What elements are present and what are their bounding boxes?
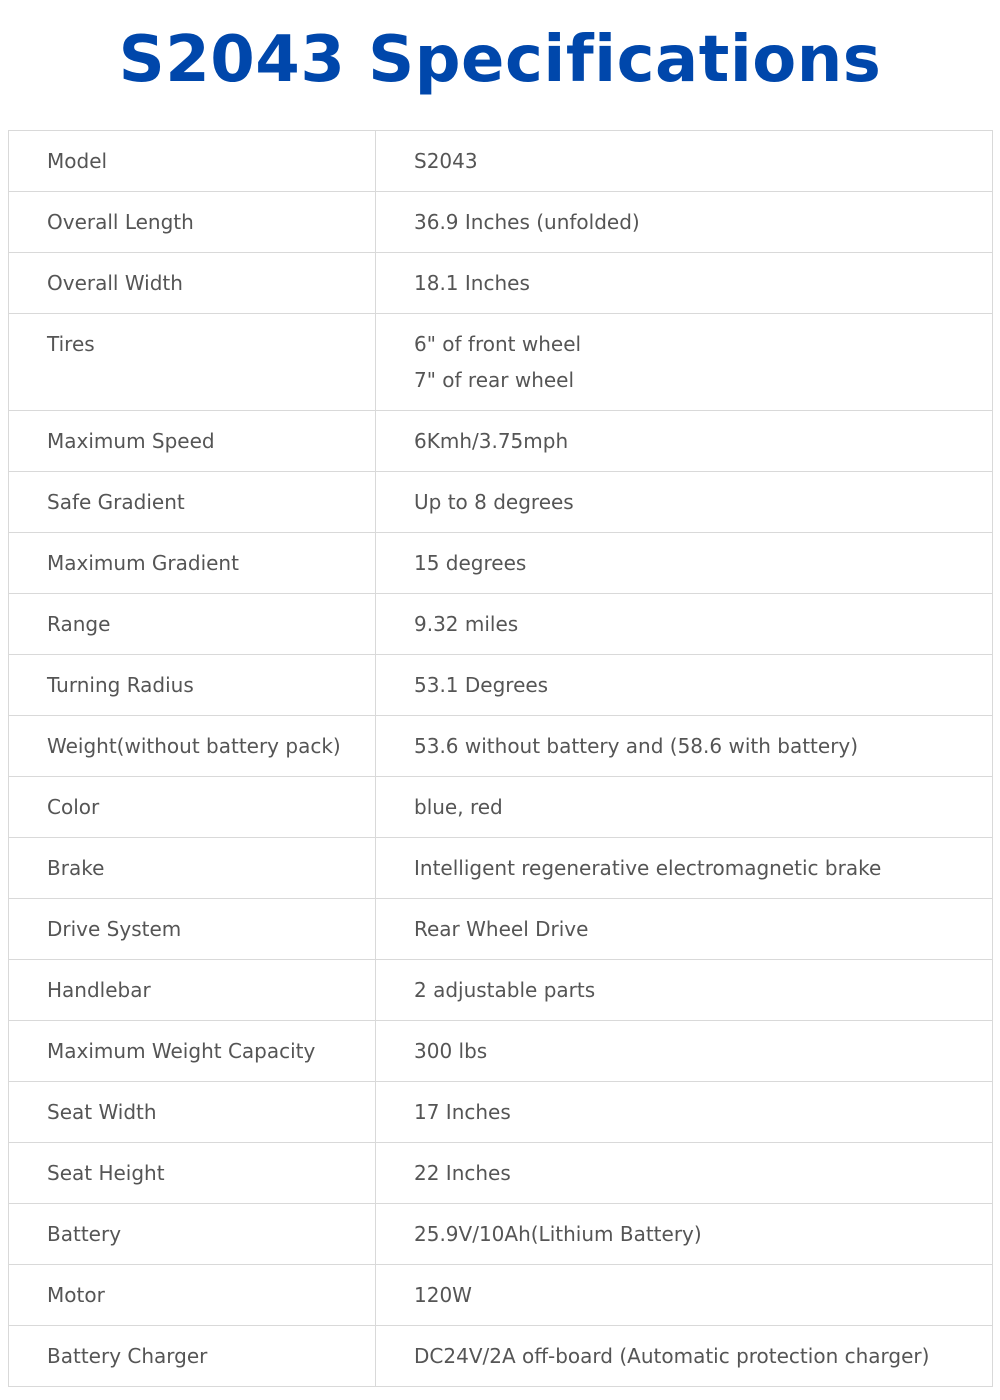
spec-value <box>376 838 993 899</box>
table-row <box>9 716 993 777</box>
table-row <box>9 1021 993 1082</box>
spec-label: Maximum Weight Capacity <box>9 1021 376 1082</box>
table-row <box>9 777 993 838</box>
spec-label: Range <box>9 594 376 655</box>
spec-value-line: 6Kmh/3.75mph <box>414 429 569 453</box>
spec-value-line: 22 Inches <box>414 1161 511 1185</box>
spec-value-line: 53.1 Degrees <box>414 673 549 697</box>
spec-value-line: 18.1 Inches <box>414 271 530 295</box>
spec-value-line: DC24V/2A off-board (Automatic protection charger) <box>414 1344 930 1368</box>
spec-value-line: 25.9V/10Ah(Lithium Battery) <box>414 1222 702 1246</box>
spec-label: Maximum Gradient <box>9 533 376 594</box>
spec-value <box>376 192 993 253</box>
table-row <box>9 1082 993 1143</box>
spec-value-line: blue, red <box>414 795 503 819</box>
spec-label: Brake <box>9 838 376 899</box>
table-row <box>9 131 993 192</box>
spec-value <box>376 533 993 594</box>
spec-value <box>376 472 993 533</box>
table-row <box>9 960 993 1021</box>
spec-label: Battery <box>9 1204 376 1265</box>
spec-value <box>376 1143 993 1204</box>
spec-value-line: 300 lbs <box>414 1039 488 1063</box>
spec-value-line: S2043 <box>414 149 478 173</box>
table-row <box>9 899 993 960</box>
spec-value-line: Up to 8 degrees <box>414 490 574 514</box>
table-row <box>9 411 993 472</box>
spec-label: Weight(without battery pack) <box>9 716 376 777</box>
spec-value <box>376 960 993 1021</box>
spec-value <box>376 1265 993 1326</box>
spec-value-line: 9.32 miles <box>414 612 519 636</box>
spec-label: Tires <box>9 314 376 411</box>
spec-label: Safe Gradient <box>9 472 376 533</box>
spec-value <box>376 253 993 314</box>
spec-value-line: 36.9 Inches (unfolded) <box>414 210 640 234</box>
spec-label: Drive System <box>9 899 376 960</box>
spec-label: Seat Height <box>9 1143 376 1204</box>
table-row <box>9 594 993 655</box>
table-row <box>9 1265 993 1326</box>
spec-value-line: 7" of rear wheel <box>414 368 575 392</box>
spec-value-line: 53.6 without battery and (58.6 with battery) <box>414 734 859 758</box>
table-row <box>9 314 993 411</box>
spec-value <box>376 314 993 411</box>
table-row <box>9 1204 993 1265</box>
spec-label: Color <box>9 777 376 838</box>
table-row <box>9 655 993 716</box>
spec-value <box>376 1021 993 1082</box>
spec-value <box>376 594 993 655</box>
page-title: S2043 Specifications <box>118 23 882 97</box>
spec-label: Turning Radius <box>9 655 376 716</box>
spec-value-line: 17 Inches <box>414 1100 511 1124</box>
spec-value <box>376 131 993 192</box>
table-row <box>9 1326 993 1387</box>
spec-value <box>376 716 993 777</box>
spec-value <box>376 899 993 960</box>
table-row <box>9 192 993 253</box>
spec-value-line: Rear Wheel Drive <box>414 917 589 941</box>
table-row <box>9 1143 993 1204</box>
spec-label: Handlebar <box>9 960 376 1021</box>
spec-value <box>376 411 993 472</box>
spec-value-line: 120W <box>414 1283 472 1307</box>
spec-value-line: 15 degrees <box>414 551 527 575</box>
specifications-table <box>8 130 993 1387</box>
spec-label: Maximum Speed <box>9 411 376 472</box>
spec-value <box>376 777 993 838</box>
spec-label: Battery Charger <box>9 1326 376 1387</box>
spec-value-line: Intelligent regenerative electromagnetic brake <box>414 856 882 880</box>
spec-label: Seat Width <box>9 1082 376 1143</box>
specifications-table-body <box>9 131 993 1387</box>
spec-label: Overall Width <box>9 253 376 314</box>
table-row <box>9 838 993 899</box>
spec-value <box>376 1082 993 1143</box>
table-row <box>9 253 993 314</box>
spec-label: Overall Length <box>9 192 376 253</box>
spec-value-line: 2 adjustable parts <box>414 978 596 1002</box>
spec-value-line: 6" of front wheel <box>414 332 582 356</box>
spec-label: Model <box>9 131 376 192</box>
table-row <box>9 533 993 594</box>
spec-value <box>376 1204 993 1265</box>
spec-label: Motor <box>9 1265 376 1326</box>
spec-value <box>376 655 993 716</box>
table-row <box>9 472 993 533</box>
spec-value <box>376 1326 993 1387</box>
